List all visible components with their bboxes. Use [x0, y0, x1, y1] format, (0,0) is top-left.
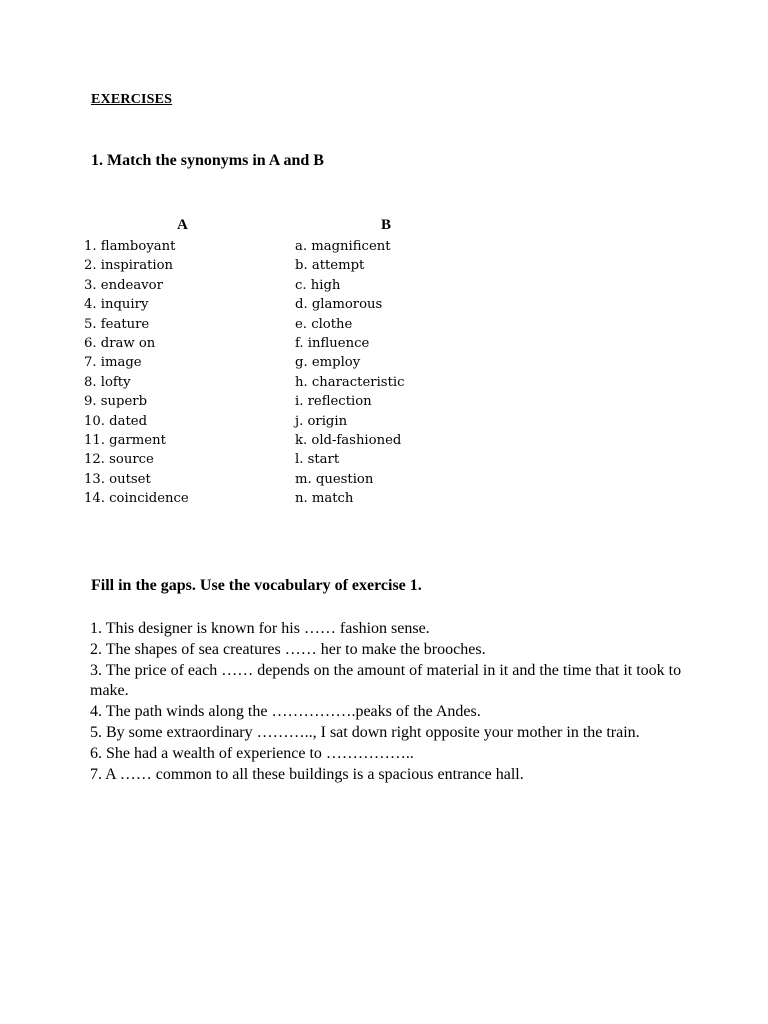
sentence-item: 1. This designer is known for his …… fashion sense.	[90, 620, 430, 637]
gap-fill-sentences	[90, 619, 690, 785]
list-item: 11. garment	[84, 432, 166, 448]
list-item: 1. flamboyant	[84, 239, 176, 254]
list-item: d. glamorous	[295, 297, 383, 313]
column-b-list	[295, 237, 404, 508]
page-heading: EXERCISES	[91, 92, 173, 107]
sentence-item: 4. The path winds along the …………….peaks of the Andes.	[90, 703, 481, 721]
list-item: 6. draw on	[84, 335, 156, 351]
sentence-item: 5. By some extraordinary ……….., I sat down right opposite your mother in the train.	[90, 723, 640, 741]
list-item: 3. endeavor	[84, 277, 163, 293]
list-item: n. match	[295, 491, 354, 507]
list-item: 4. inquiry	[84, 297, 149, 313]
exercise-1-title: 1. Match the synonyms in A and B	[91, 152, 324, 169]
list-item: i. reflection	[295, 394, 372, 410]
exercise-2-title: Fill in the gaps. Use the vocabulary of exercise 1.	[91, 577, 422, 594]
sentence-item: 7. A …… common to all these buildings is a spacious entrance hall.	[90, 765, 524, 783]
list-item: e. clothe	[295, 316, 353, 332]
list-item: c. high	[295, 277, 341, 293]
list-item: 2. inspiration	[84, 258, 174, 274]
list-item: m. question	[295, 471, 374, 487]
list-item: b. attempt	[295, 258, 365, 274]
sentence-item: 2. The shapes of sea creatures …… her to make the brooches.	[90, 640, 486, 658]
list-item: g. employ	[295, 355, 361, 371]
column-b-header: B	[381, 217, 392, 233]
list-item: 14. coincidence	[84, 491, 189, 507]
list-item: 10. dated	[84, 413, 148, 429]
list-item: h. characteristic	[295, 374, 405, 390]
list-item: 12. source	[84, 452, 154, 468]
sentence-item: 3. The price of each …… depends on the amount of material in it and the time that it took to make.	[90, 661, 682, 700]
list-item: f. influence	[295, 335, 370, 351]
list-item: 5. feature	[84, 316, 150, 332]
list-item: 7. image	[84, 355, 142, 371]
sentence-item: 6. She had a wealth of experience to ……………..	[90, 744, 414, 762]
list-item: l. start	[295, 452, 340, 468]
list-item: k. old-fashioned	[295, 432, 402, 448]
list-item: 9. superb	[84, 394, 148, 410]
column-a-list	[84, 237, 189, 508]
list-item: j. origin	[295, 413, 348, 429]
list-item: 13. outset	[84, 471, 151, 487]
list-item: a. magnificent	[295, 239, 391, 254]
list-item: 8. lofty	[84, 374, 131, 390]
column-a-header: A	[177, 217, 188, 233]
